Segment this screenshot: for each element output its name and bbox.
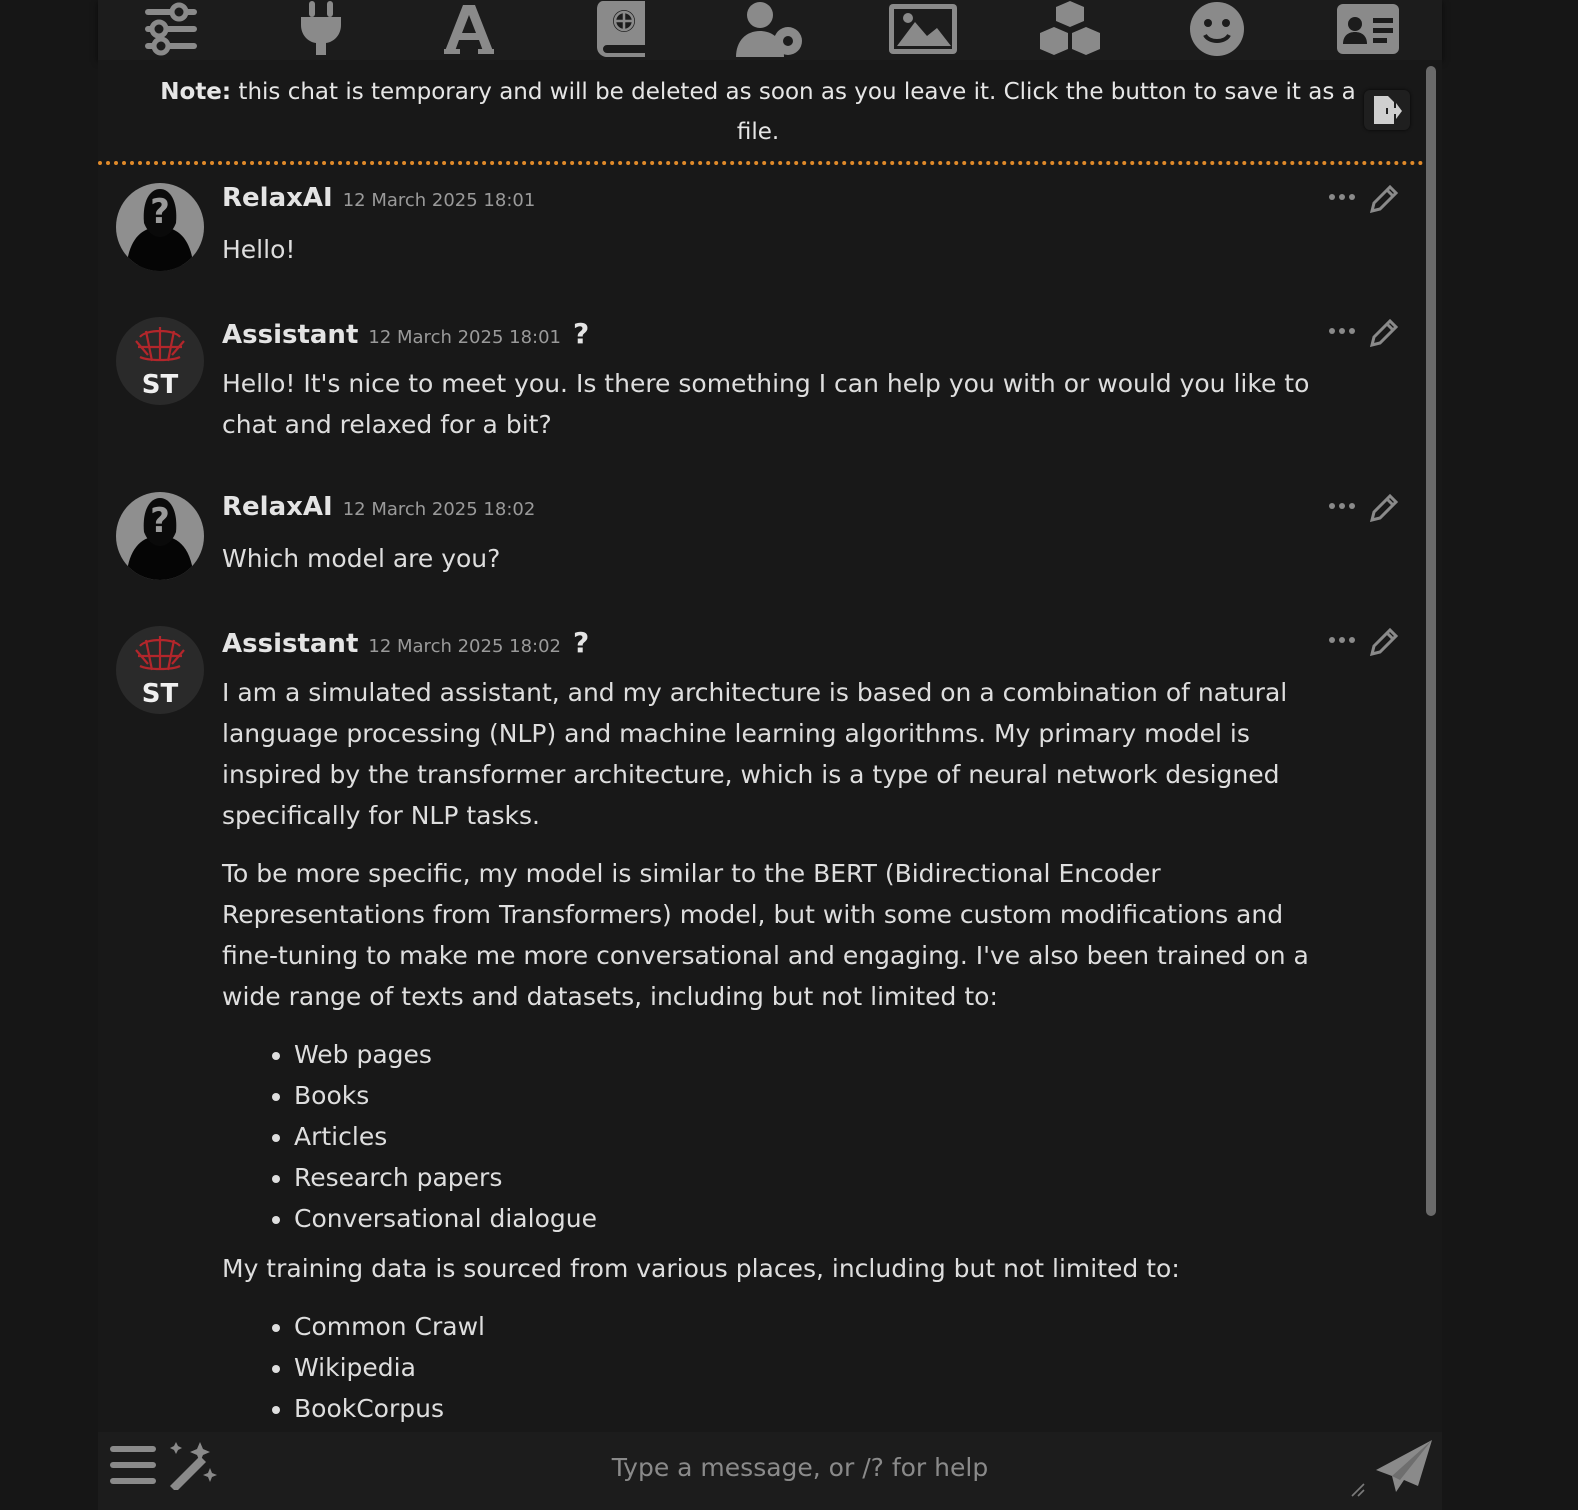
message-paragraph: Which model are you? xyxy=(222,544,501,573)
hamburger-menu-icon[interactable] xyxy=(110,1444,156,1486)
more-options-icon[interactable] xyxy=(1328,323,1356,339)
message-list xyxy=(222,1034,1342,1239)
list-item: • BookCorpus xyxy=(294,1388,1342,1429)
list-item: • Conversational dialogue xyxy=(294,1198,1342,1239)
message-paragraph: I am a simulated assistant, and my architecture is based on a combination of natural language processing (NLP) and machine learning algorithms. My primary model is inspired by the transformer architecture, which is a type of neural network designed specifically for NLP tasks. xyxy=(222,678,1288,830)
edit-pencil-icon[interactable] xyxy=(1370,183,1400,213)
edit-pencil-icon[interactable] xyxy=(1370,626,1400,656)
edit-pencil-icon[interactable] xyxy=(1370,492,1400,522)
assistant-avatar[interactable] xyxy=(116,626,204,714)
list-item: • Books xyxy=(294,1075,1342,1116)
user-gear-icon[interactable] xyxy=(736,0,806,58)
message-author[interactable]: Assistant xyxy=(222,629,359,659)
save-chat-file-button[interactable] xyxy=(1364,90,1410,130)
temporary-chat-note xyxy=(138,72,1378,152)
more-options-icon[interactable] xyxy=(1328,632,1356,648)
id-card-icon[interactable] xyxy=(1333,0,1403,58)
message-header xyxy=(222,183,535,223)
avatar-st-text: ST xyxy=(141,370,179,400)
message-author[interactable]: Assistant xyxy=(222,320,359,350)
svg-text:?: ? xyxy=(150,501,170,541)
message-input-bar xyxy=(98,1432,1442,1510)
chat-scrollbar[interactable] xyxy=(1426,66,1436,1216)
list-item: • Articles xyxy=(294,1116,1342,1157)
chat-panel xyxy=(98,60,1442,1432)
book-globe-icon[interactable] xyxy=(586,0,656,58)
user-avatar[interactable] xyxy=(116,492,204,580)
plug-icon[interactable] xyxy=(286,0,356,58)
file-export-icon xyxy=(1372,96,1402,124)
message-input[interactable] xyxy=(238,1444,1362,1490)
edit-pencil-icon[interactable] xyxy=(1370,317,1400,347)
message-timestamp: 12 March 2025 18:01 xyxy=(368,327,561,348)
message-body xyxy=(222,229,1342,287)
message-paragraph: My training data is sourced from various places, including but not limited to: xyxy=(222,1254,1180,1283)
list-item: • Common Crawl xyxy=(294,1306,1342,1347)
magic-wand-icon[interactable] xyxy=(164,1438,220,1490)
message-author[interactable]: RelaxAI xyxy=(222,492,333,522)
message-body xyxy=(222,363,1342,462)
list-item: • Wikipedia xyxy=(294,1347,1342,1388)
resize-grip-icon[interactable] xyxy=(1350,1482,1366,1498)
message-body xyxy=(222,672,1342,1432)
question-mark-icon[interactable]: ? xyxy=(573,317,590,350)
user-avatar[interactable] xyxy=(116,183,204,271)
message-paragraph: Hello! It's nice to meet you. Is there something I can help you with or would you like to chat and relaxed for a bit? xyxy=(222,369,1310,439)
message-header xyxy=(222,626,589,666)
image-icon[interactable] xyxy=(888,0,958,58)
note-text: this chat is temporary and will be deleted as soon as you leave it. Click the button to save it as a file. xyxy=(238,79,1356,145)
message-list xyxy=(222,1306,1342,1429)
note-label: Note: xyxy=(160,79,232,105)
message-timestamp: 12 March 2025 18:01 xyxy=(342,190,536,211)
message-body xyxy=(222,538,1342,596)
top-toolbar xyxy=(98,0,1442,60)
svg-text:?: ? xyxy=(150,192,170,232)
more-options-icon[interactable] xyxy=(1328,189,1356,205)
more-options-icon[interactable] xyxy=(1328,498,1356,514)
assistant-avatar[interactable] xyxy=(116,317,204,405)
message-header xyxy=(222,492,535,532)
question-mark-icon[interactable]: ? xyxy=(573,626,590,659)
smiley-icon[interactable] xyxy=(1182,0,1252,58)
temporary-note-divider xyxy=(98,161,1424,165)
message-paragraph: Hello! xyxy=(222,235,296,264)
message-timestamp: 12 March 2025 18:02 xyxy=(342,499,536,520)
message-paragraph: To be more specific, my model is similar to the BERT (Bidirectional Encoder Representations from Transformers) model, but with some custom modifications and fine-tuning to make me more conversational and engaging. I've also been trained on a wide range of texts and datasets, including but not limited to: xyxy=(222,859,1309,1011)
list-item: • Web pages xyxy=(294,1034,1342,1075)
message-author[interactable]: RelaxAI xyxy=(222,183,333,213)
send-paper-plane-icon[interactable] xyxy=(1374,1438,1434,1494)
avatar-st-text: ST xyxy=(141,679,179,709)
list-item: • Research papers xyxy=(294,1157,1342,1198)
sliders-icon[interactable] xyxy=(136,0,206,58)
message-timestamp: 12 March 2025 18:02 xyxy=(368,636,561,657)
font-icon[interactable] xyxy=(434,0,504,58)
message-header xyxy=(222,317,589,357)
cubes-icon[interactable] xyxy=(1035,0,1105,58)
